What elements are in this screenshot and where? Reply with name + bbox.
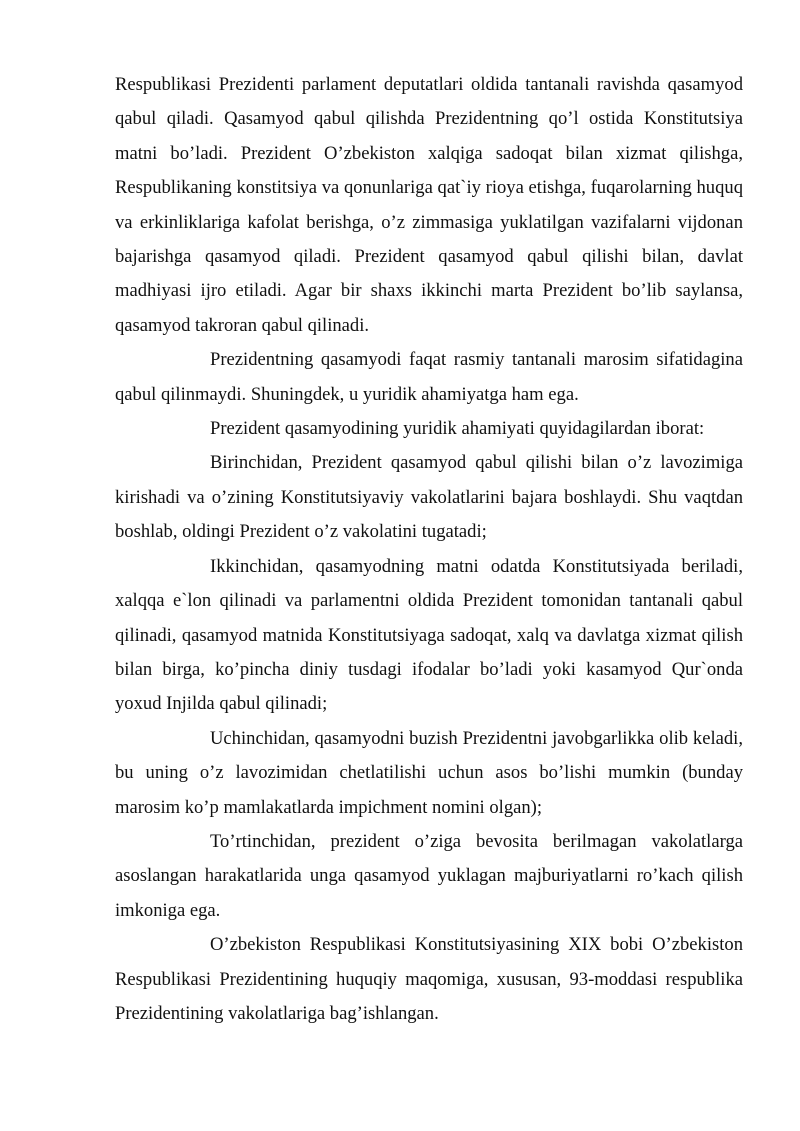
paragraph-significance-intro: Prezident qasamyodining yuridik ahamiyati quyidagilardan iborat: [210,418,705,440]
paragraph-third-point: Uchinchidan, qasamyodni buzish Prezidentni javobgarlikka olib keladi, bu uning o’z lavozimidan chetlatilishi uchun asos bo’lishi mumkin (bunday marosim ko’p mamlakatlarda impichment nomini olgan); [115,727,743,818]
document-page [115,68,743,1031]
paragraph-first-point: Birinchidan, Prezident qasamyod qabul qilishi bilan o’z lavozimiga kirishadi va o’zining Konstitutsiyaviy vakolatlarini bajara boshlaydi. Shu vaqtdan boshlab, oldingi Prezident o’z vakolatini tugatadi; [115,452,743,543]
paragraph-oath-procedure: Respublikasi Prezidenti parlament deputatlari oldida tantanali ravishda qasamyod qabul qiladi. Qasamyod qabul qilishda Prezidentning qo’l ostida Konstitutsiya matni bo’ladi. Prezident O’zbekiston xalqiga sadoqat bilan xizmat qilishga, Respublikaning konstitsiya va qonunlariga qat`iy rioya etishga, fuqarolarning huquq va erkinliklariga kafolat berishga, o’z zimmasiga yuklatilgan vazifalarni vijdonan bajarishga qasamyod qiladi. Prezident qasamyod qabul qilishi bilan, davlat madhiyasi ijro etiladi. Agar bir shaxs ikkinchi marta Prezident bo’lib saylansa, qasamyod takroran qabul qilinadi. [115,74,743,336]
paragraph-fourth-point: To’rtinchidan, prezident o’ziga bevosita berilmagan vakolatlarga asoslangan harakatlarida unga qasamyod yuklagan majburiyatlarni ro’kach qilish imkoniga ega. [115,830,743,921]
paragraph-constitution-chapter: O’zbekiston Respublikasi Konstitutsiyasining XIX bobi O’zbekiston Respublikasi Prezidentining huquqiy maqomiga, xususan, 93-moddasi respublika Prezidentining vakolatlariga bag’ishlangan. [115,934,743,1024]
paragraph-oath-legal-significance: Prezidentning qasamyodi faqat rasmiy tantanali marosim sifatidagina qabul qilinmaydi. Shuningdek, u yuridik ahamiyatga ham ega. [115,349,743,405]
paragraph-second-point: Ikkinchidan, qasamyodning matni odatda Konstitutsiyada beriladi, xalqqa e`lon qilinadi va parlamentni oldida Prezident tomonidan tantanali qabul qilinadi, qasamyod matnida Konstitutsiyaga sadoqat, xalq va davlatga xizmat qilish bilan birga, ko’pincha diniy tusdagi ifodalar bo’ladi yoki kasamyod Qur`onda yoxud Injilda qabul qilinadi; [115,555,743,715]
